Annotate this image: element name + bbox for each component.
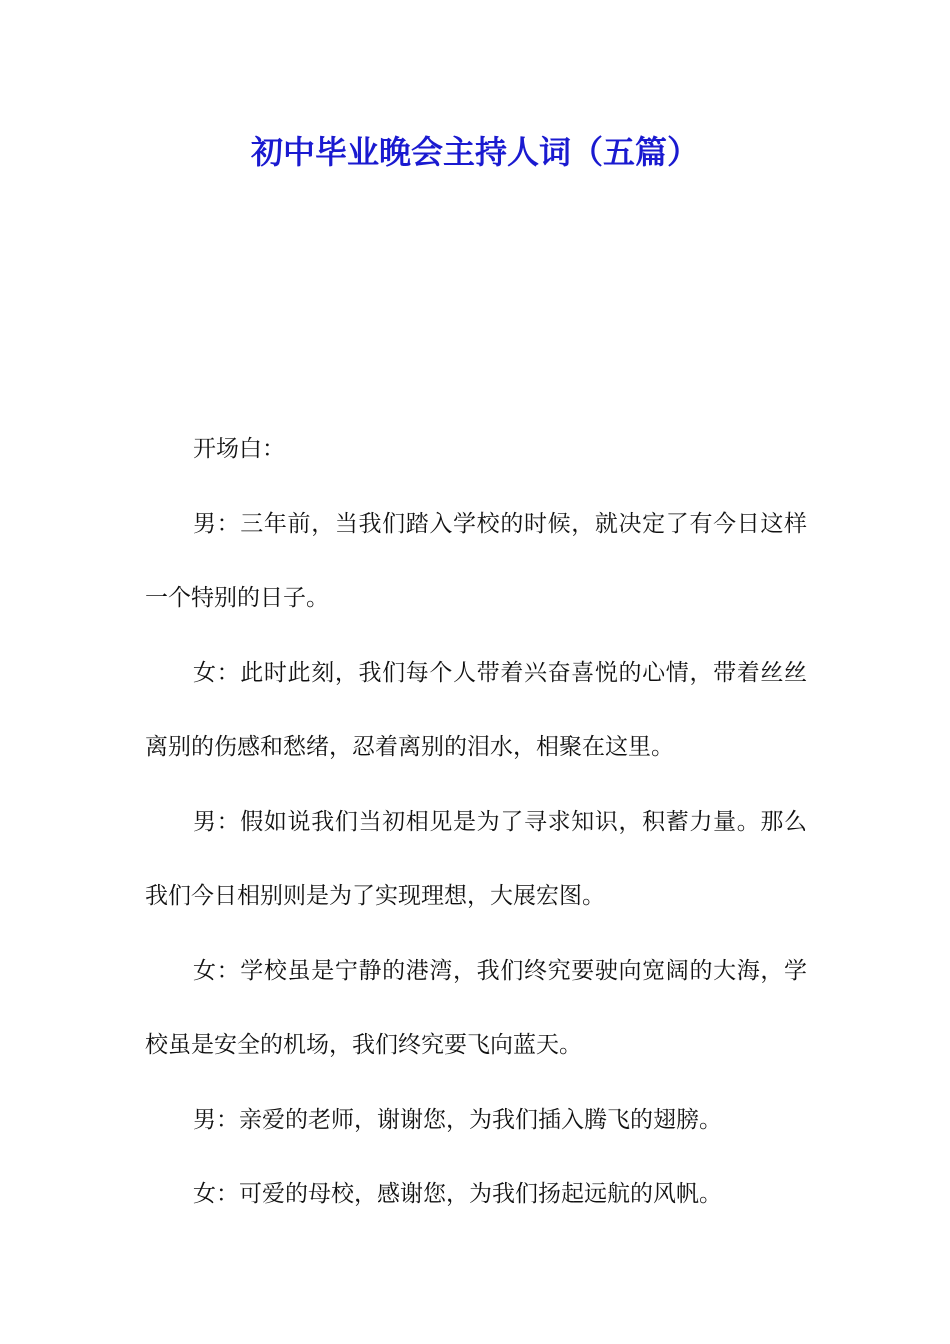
document-title: 初中毕业晚会主持人词（五篇）	[250, 133, 699, 171]
paragraph-male-1: 男：三年前，当我们踏入学校的时候，就决定了有今日这样一个特别的日子。	[145, 510, 807, 611]
paragraph-opening: 开场白：	[193, 436, 285, 462]
paragraph-male-3: 男：亲爱的老师，谢谢您，为我们插入腾飞的翅膀。	[193, 1106, 722, 1133]
paragraph-female-1: 女：此时此刻，我们每个人带着兴奋喜悦的心情，带着丝丝离别的伤感和愁绪，忍着离别的泪水，相聚在这里。	[145, 659, 807, 760]
paragraph-female-3: 女：可爱的母校，感谢您，为我们扬起远航的风帆。	[193, 1181, 722, 1207]
paragraph-female-2: 女：学校虽是宁静的港湾，我们终究要驶向宽阔的大海，学校虽是安全的机场，我们终究要飞向蓝天。	[145, 957, 807, 1058]
document-body	[145, 412, 807, 1232]
paragraph-male-2: 男：假如说我们当初相见是为了寻求知识，积蓄力量。那么我们今日相别则是为了实现理想，大展宏图。	[145, 808, 807, 909]
